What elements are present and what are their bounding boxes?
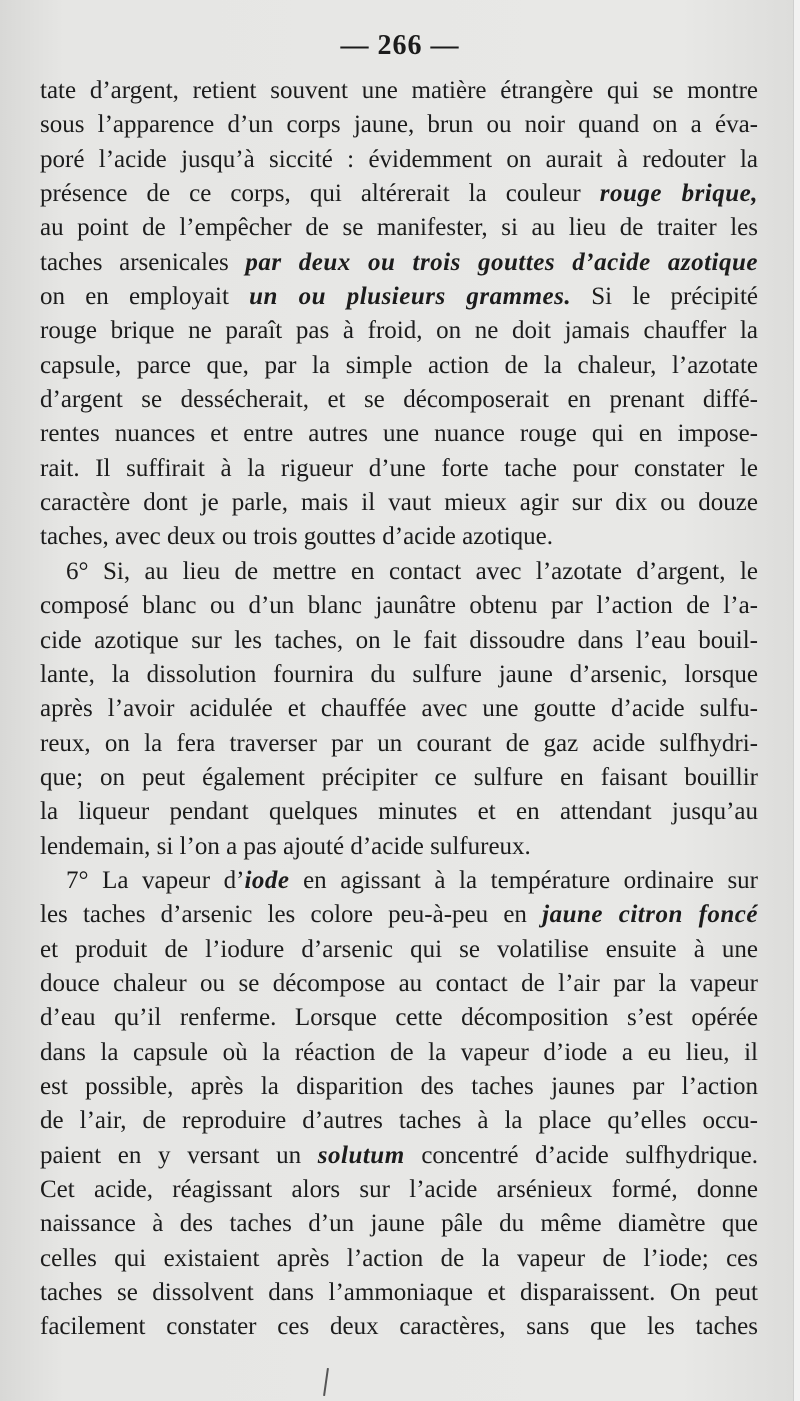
text-line [40, 1173, 758, 1207]
text-line [40, 1276, 758, 1310]
text-line [40, 1207, 758, 1241]
text-run: que; on peut également précipiter ce sulfure en faisant bouillir [40, 763, 758, 791]
text-run: la liqueur pendant quelques minutes et en attendant jusqu’au [40, 798, 758, 826]
text-run: caractère dont je parle, mais il vaut mieux agir sur dix ou douze [40, 489, 758, 517]
text-line [40, 486, 758, 520]
text-run: présence de ce corps, qui altérerait la couleur [40, 180, 600, 208]
text-run: celles qui existaient après l’action de la vapeur de l’iode; ces [40, 1244, 758, 1272]
text-run: 7° La vapeur d’ [66, 866, 245, 894]
italic-text: solutum [317, 1141, 405, 1169]
text-line [40, 864, 758, 898]
text-run: Si le précipité [571, 283, 758, 311]
page-edge [793, 0, 800, 1401]
text-line [40, 1104, 758, 1138]
italic-text: iode [244, 866, 290, 894]
text-run: d’argent se dessécherait, et se décomposerait en prenant diffé- [40, 386, 758, 414]
text-run: est possible, après la disparition des taches jaunes par l’action [40, 1072, 758, 1100]
text-run: reux, on la fera traverser par un courant de gaz acide sulfhydri- [40, 729, 758, 757]
text-line [40, 74, 758, 108]
italic-text: jaune citron foncé [542, 901, 758, 929]
text-run: rouge brique ne paraît pas à froid, on ne doit jamais chauffer la [40, 317, 758, 345]
text-line [40, 1139, 758, 1173]
text-run: dans la capsule où la réaction de la vapeur d’iode a eu lieu, il [40, 1038, 758, 1066]
italic-text: rouge brique, [599, 180, 758, 208]
text-run: taches, avec deux ou trois gouttes d’acide azotique. [40, 523, 554, 551]
text-run: capsule, parce que, par la simple action de la chaleur, l’azotate [40, 351, 758, 379]
text-line [40, 830, 758, 864]
ink-mark [323, 1368, 329, 1396]
italic-text: par deux ou trois gouttes d’acide azotique [245, 248, 758, 276]
text-run: 6° Si, au lieu de mettre en contact avec l’azotate d’argent, le [66, 557, 758, 585]
text-run: Cet acide, réagissant alors sur l’acide arsénieux formé, donne [40, 1176, 758, 1203]
text-line [40, 624, 758, 658]
text-line [40, 658, 758, 692]
text-run: lante, la dissolution fournira du sulfure jaune d’arsenic, lorsque [40, 660, 758, 688]
text-line [40, 349, 758, 383]
text-line [40, 280, 758, 314]
text-run: douce chaleur ou se décompose au contact de l’air par la vapeur [40, 969, 758, 997]
text-line [40, 246, 758, 280]
text-line [40, 177, 758, 211]
text-line [40, 967, 758, 1001]
text-line [40, 898, 758, 932]
text-run: les taches d’arsenic les colore peu-à-peu en [40, 901, 543, 929]
page-number: — 266 — [340, 30, 460, 61]
text-line [40, 795, 758, 829]
text-run: on en employait [40, 283, 250, 311]
text-line [40, 933, 758, 967]
text-run: au point de l’empêcher de se manifester, si au lieu de traiter les [40, 214, 758, 242]
text-line [40, 761, 758, 795]
text-run: sous l’apparence d’un corps jaune, brun ou noir quand on a éva- [40, 111, 758, 139]
text-run: rait. Il suffirait à la rigueur d’une forte tache pour constater le [40, 454, 758, 482]
text-run: concentré d’acide sulfhydrique. [404, 1141, 758, 1169]
italic-text: un ou plusieurs grammes. [249, 283, 572, 311]
text-run: tate d’argent, retient souvent une matière étrangère qui se montre [40, 77, 758, 104]
text-run: poré l’acide jusqu’à siccité : évidemment on aurait à redouter la [40, 145, 758, 173]
text-line [40, 727, 758, 761]
text-line [40, 692, 758, 726]
text-run: rentes nuances et entre autres une nuance rouge qui en impose- [40, 420, 758, 448]
text-run: naissance à des taches d’un jaune pâle du même diamètre que [40, 1210, 758, 1238]
text-run: cide azotique sur les taches, on le fait dissoudre dans l’eau bouil- [40, 626, 758, 654]
text-run: composé blanc ou d’un blanc jaunâtre obtenu par l’action de l’a- [40, 592, 758, 620]
text-line [40, 211, 758, 245]
text-run: facilement constater ces deux caractères, sans que les taches [40, 1313, 758, 1341]
text-line [40, 383, 758, 417]
text-line [40, 417, 758, 451]
text-run: et produit de l’iodure d’arsenic qui se volatilise ensuite à une [40, 935, 758, 963]
text-line [40, 1310, 758, 1344]
text-line [40, 1242, 758, 1276]
text-line [40, 589, 758, 623]
text-run: lendemain, si l’on a pas ajouté d’acide sulfureux. [40, 832, 531, 860]
text-run: en agissant à la température ordinaire sur [289, 866, 758, 894]
text-run: de l’air, de reproduire d’autres taches à la place qu’elles occu- [40, 1107, 758, 1135]
text-line [40, 1036, 758, 1070]
text-run: après l’avoir acidulée et chauffée avec une goutte d’acide sulfu- [40, 695, 758, 723]
text-line [40, 143, 758, 177]
text-line [40, 520, 758, 554]
text-line [40, 1001, 758, 1035]
text-run: paient en y versant un [40, 1141, 318, 1169]
text-run: taches se dissolvent dans l’ammoniaque et disparaissent. On peut [40, 1279, 758, 1307]
text-run: taches arsenicales [40, 248, 246, 276]
text-line [40, 452, 758, 486]
text-line [40, 314, 758, 348]
text-run: d’eau qu’il renferme. Lorsque cette décomposition s’est opérée [40, 1004, 758, 1032]
body-text [40, 74, 758, 1345]
text-line [40, 1070, 758, 1104]
text-line [40, 555, 758, 589]
text-line [40, 108, 758, 142]
